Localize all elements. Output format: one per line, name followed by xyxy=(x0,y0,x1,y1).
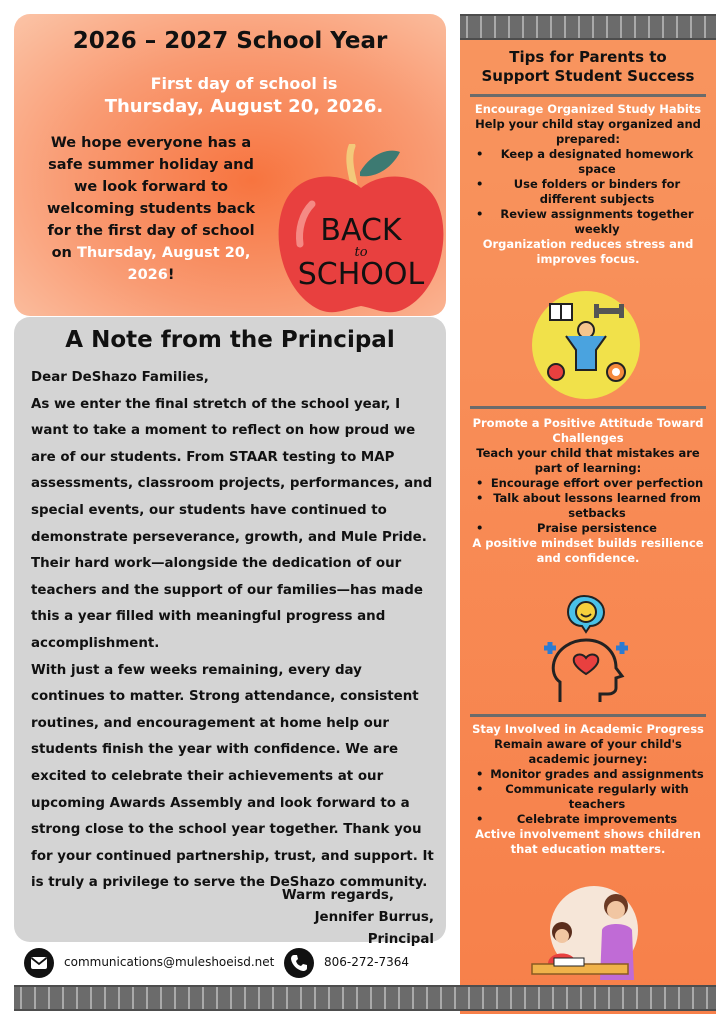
decorative-stripe xyxy=(460,14,716,40)
school-year-title: 2026 – 2027 School Year xyxy=(72,28,388,54)
tip-item: • Review assignments together weekly xyxy=(470,207,706,237)
tip-intro: Remain aware of your child's academic journey: xyxy=(494,737,682,766)
tip-heading: Encourage Organized Study Habits xyxy=(474,102,702,116)
tips-title xyxy=(460,48,716,86)
phone-icon xyxy=(284,948,314,978)
tip-footer: Organization reduces stress and improves focus. xyxy=(482,237,694,266)
apple-word-school: SCHOOL xyxy=(297,257,425,292)
welcome-message xyxy=(36,132,266,286)
tip-item: • Praise persistence xyxy=(470,521,706,536)
tip-item: • Keep a designated homework space xyxy=(470,147,706,177)
tip-intro: Teach your child that mistakes are part of learning: xyxy=(476,446,700,475)
principal-note-title: A Note from the Principal xyxy=(65,327,395,353)
apple-word-to: to xyxy=(354,245,368,260)
tip-item: • Talk about lessons learned from setbacks xyxy=(470,491,706,521)
tip-item: • Use folders or binders for different subjects xyxy=(470,177,706,207)
contact-phone[interactable]: 806-272-7364 xyxy=(324,955,410,969)
tip-section-academic-progress xyxy=(470,722,706,857)
apple-word-back: BACK xyxy=(320,213,402,248)
tips-sidebar xyxy=(460,14,716,1014)
section-divider xyxy=(470,714,706,717)
section-divider xyxy=(470,94,706,97)
welcome-date: Thursday, August 20, 2026 xyxy=(76,245,251,283)
section-divider xyxy=(470,406,706,409)
tips-title-line-1: Tips for Parents to xyxy=(509,48,667,66)
principal-letter xyxy=(31,365,436,897)
tip-item: • Encourage effort over perfection xyxy=(470,476,706,491)
principal-signature: Jennifer Burrus, Principal xyxy=(314,910,434,947)
tips-title-line-2: Support Student Success xyxy=(481,67,695,85)
study-habits-icon xyxy=(526,290,646,400)
first-day-line-1: First day of school is xyxy=(150,74,338,93)
closing-regards: Warm regards, xyxy=(281,888,394,903)
tip-item: • Celebrate improvements xyxy=(470,812,706,827)
mail-icon xyxy=(24,948,54,978)
tip-heading: Promote a Positive Attitude Toward Challenges xyxy=(472,416,704,445)
school-year-card xyxy=(14,14,446,316)
tip-intro: Help your child stay organized and prepared: xyxy=(475,117,701,146)
principal-note-card xyxy=(14,317,446,947)
tip-heading: Stay Involved in Academic Progress xyxy=(472,722,704,736)
tip-item: • Monitor grades and assignments xyxy=(470,767,706,782)
tip-section-study-habits xyxy=(470,102,706,267)
letter-paragraph-2: With just a few weeks remaining, every day continues to matter. Strong attendance, consistent routines, and encouragement at home help our students finish the year with confidence. We are excited to celebrate their achievements at our upcoming Awards Assembly and look forward to a strong close to the school year together. Thank you for your continued partnership, trust, and support. It is truly a privilege to serve the DeShazo community. xyxy=(31,662,434,891)
welcome-suffix: ! xyxy=(167,267,175,283)
first-day-line-2: Thursday, August 20, 2026. xyxy=(104,96,384,117)
tip-footer: Active involvement shows children that education matters. xyxy=(475,827,701,856)
letter-closing xyxy=(244,885,434,951)
positive-mind-icon xyxy=(534,592,644,704)
parent-child-icon xyxy=(524,880,652,984)
letter-greeting: Dear DeShazo Families, xyxy=(31,370,209,385)
tip-footer: A positive mindset builds resilience and confidence. xyxy=(472,536,704,565)
contact-email[interactable]: communications@muleshoeisd.net xyxy=(64,955,275,969)
welcome-text: We hope everyone has a safe summer holiday and we look forward to welcoming students back for the first day of school on xyxy=(46,135,256,261)
tip-item: • Communicate regularly with teachers xyxy=(470,782,706,812)
letter-paragraph-1: As we enter the final stretch of the school year, I want to take a moment to reflect on how proud we are of our students. From STAAR testing to MAP assessments, classroom projects, performances, and special events, our students have continued to demonstrate perseverance, growth, and Mule Pride. Their hard work—alongside the dedication of our teachers and the support of our families—has made this a year filled with meaningful progress and accomplishment. xyxy=(31,396,433,651)
tip-section-positive-attitude xyxy=(470,416,706,566)
bottom-decorative-stripe xyxy=(14,985,716,1011)
apple-icon xyxy=(272,144,450,316)
